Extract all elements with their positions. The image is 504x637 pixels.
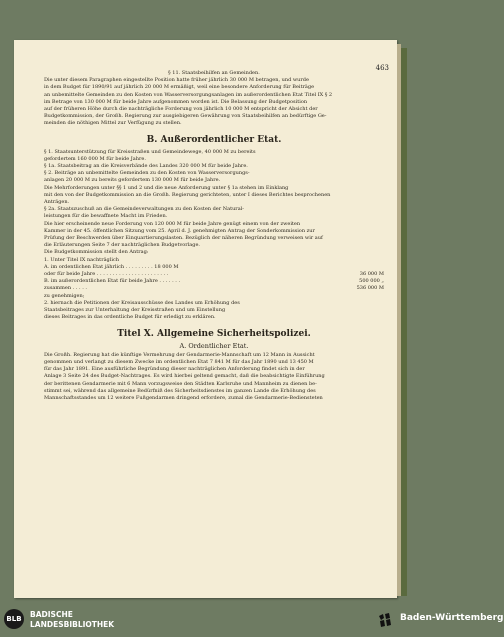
text-line: gefordertem 160 000 M für beide Jahre. [44, 155, 146, 162]
text-line: der berittenen Gendarmerie mit 6 Mann vorzugsweise den Städten Karlsruhe und Mannheim zu dienen be- [44, 380, 317, 387]
text-line-amount: 500 000 „ [359, 278, 384, 285]
text-line: dieses Beitrages in das ordentliche Budget für erledigt zu erklären. [44, 314, 216, 321]
text-line-amount: 36 000 M [359, 271, 384, 278]
text-line: mit den von der Budgetkommission an die Großh. Regierung gerichteten, unter I dieses Berichtes besprochenen [44, 191, 331, 198]
library-name-line2: LANDESBIBLIOTHEK [30, 620, 115, 629]
blb-logo-icon: BLB [4, 609, 24, 629]
text-line: § 1. Staatsunterstützung für Kreisstraßen und Gemeindewege, 40 000 M zu bereits [44, 148, 256, 155]
text-line: Die Budgetkommission stellt den Antrag: [44, 249, 149, 256]
text-line: leistungen für die bewaffnete Macht im Frieden. [44, 213, 168, 220]
text-line: Prüfung der Beschwerden über Einquartierungslasten. Bezüglich der näheren Begründung verweisen wir auf [44, 235, 323, 242]
text-line: an unbemittelte Gemeinden zu den Kosten von Wasserversorgungsanlagen im außerordentlichen Etat Titel IX § 2 [44, 91, 333, 98]
text-line-label: zusammen . . . . . [44, 285, 87, 292]
text-line: Budgetkommission, der Großh. Regierung zur ausgiebigeren Gewährung von Staatsbeihilfen an bedürftige Ge- [44, 113, 327, 120]
text-line [44, 264, 384, 271]
text-line: 1. Unter Titel IX nachträglich [44, 256, 119, 263]
text-line: Anträgen. [44, 199, 70, 206]
text-line: für das Jahr 1891. Eine ausführliche Begründung dieser nachträglichen Anforderung findet sich in der [44, 366, 305, 373]
text-line: Die hier erscheinende neue Forderung von 120 000 M für beide Jahre genügt einem von der zweiten [44, 220, 301, 227]
library-name-line1: BADISCHE [30, 610, 73, 619]
text-line: § 11. Staatsbeihilfen an Gemeinden. [168, 70, 260, 76]
text-line: Anlage 3 Seite 24 des Budget-Nachtrages. Es wird hierbei geltend gemacht, daß die beabsichtigte Einführung [44, 373, 325, 380]
text-line: auf der früheren Höhe durch die nachträgliche Forderung von jährlich 10 000 M entspricht der Absicht der [44, 106, 318, 113]
state-name: Baden-Württemberg [400, 613, 504, 623]
text-line-label: B. im außerordentlichen Etat für beide Jahre . . . . . . . [44, 278, 181, 285]
text-line: Mannschaftsstandes um 12 weitere Fußgendarmen dringend erfordere, zumal die Gendarmerie-Bediensteten [44, 394, 323, 401]
text-line: 2. hiernach die Petitionen der Kreisausschüsse des Landes um Erhöhung des [44, 299, 240, 306]
text-line: Die Mehrforderungen unter §§ 1 und 2 und die neue Anforderung unter § 1a stehen im Einklang [44, 184, 289, 191]
text-line: in dem Budget für 1890/91 auf jährlich 20 000 M ermäßigt, weil eine besondere Anforderung für Beiträge [44, 84, 315, 91]
text-line-amount: 536 000 M [356, 285, 384, 292]
text-line-label: oder für beide Jahre . . . . . . . . . . . . . . . . . . . . . . . [44, 271, 169, 278]
page-text [44, 70, 384, 402]
text-line: § 2. Beiträge an unbemittelte Gemeinden zu den Kosten von Wasserversorgungs- [44, 170, 250, 177]
text-line: § 2a. Staatszuschuß an die Gemeindeverwaltungen zu den Kosten der Natural- [44, 206, 244, 213]
text-line [44, 285, 384, 292]
book-cover-edge [401, 48, 407, 596]
text-line [44, 278, 384, 285]
baden-wuerttemberg-logo-icon [378, 612, 396, 628]
text-line: B. Außerordentlicher Etat. [146, 134, 282, 145]
text-line: zu genehmigen; [44, 292, 85, 299]
text-line: im Betrage von 130 000 M für beide Jahre aufgenommen worden ist. Die Belassung der Budgetposition [44, 98, 308, 105]
text-line: Titel X. Allgemeine Sicherheitspolizei. [117, 328, 311, 339]
text-line: Staatsbeitrages zur Unterhaltung der Kreisstraßen und um Einstellung [44, 307, 226, 314]
text-line: die Erläuterungen Seite 7 der nachträglichen Budgetvorlage. [44, 242, 201, 249]
text-line: anlagen 20 000 M zu bereits gefordertem 130 000 M für beide Jahre. [44, 177, 221, 184]
text-line: stimmt sei, während das allgemeine Bedürfniß des Sicherheitsdienstes im ganzen Lande die Erhöhung des [44, 387, 316, 394]
text-line: Kammer in der 45. öffentlichen Sitzung vom 25. April d. J. genehmigten Antrag der Sonderkommission zur [44, 227, 315, 234]
text-line: genommen und verlangt zu diesem Zwecke im ordentlichen Etat 7 841 M für das Jahr 1890 und 13 450 M [44, 358, 314, 365]
text-line: § 1a. Staatsbeitrag an die Kreisverbände des Landes 320 000 M für beide Jahre. [44, 163, 248, 170]
text-line: meinden die nöthigen Mittel zur Verfügung zu stellen. [44, 120, 182, 127]
document-page [14, 40, 397, 598]
text-line-label: A. im ordentlichen Etat jährlich . . . . . . . . . 18 000 M [44, 263, 179, 270]
text-line: A. Ordentlicher Etat. [179, 342, 249, 350]
text-line [44, 271, 384, 278]
library-name [30, 610, 114, 630]
text-line: Die unter diesem Paragraphen eingestellte Position hatte früher jährlich 30 000 M betragen, und wurde [44, 77, 309, 84]
text-line: Die Großh. Regierung hat die künftige Vermehrung der Gendarmerie-Mannschaft um 12 Mann in Aussicht [44, 351, 315, 358]
page-number: 463 [375, 64, 389, 72]
